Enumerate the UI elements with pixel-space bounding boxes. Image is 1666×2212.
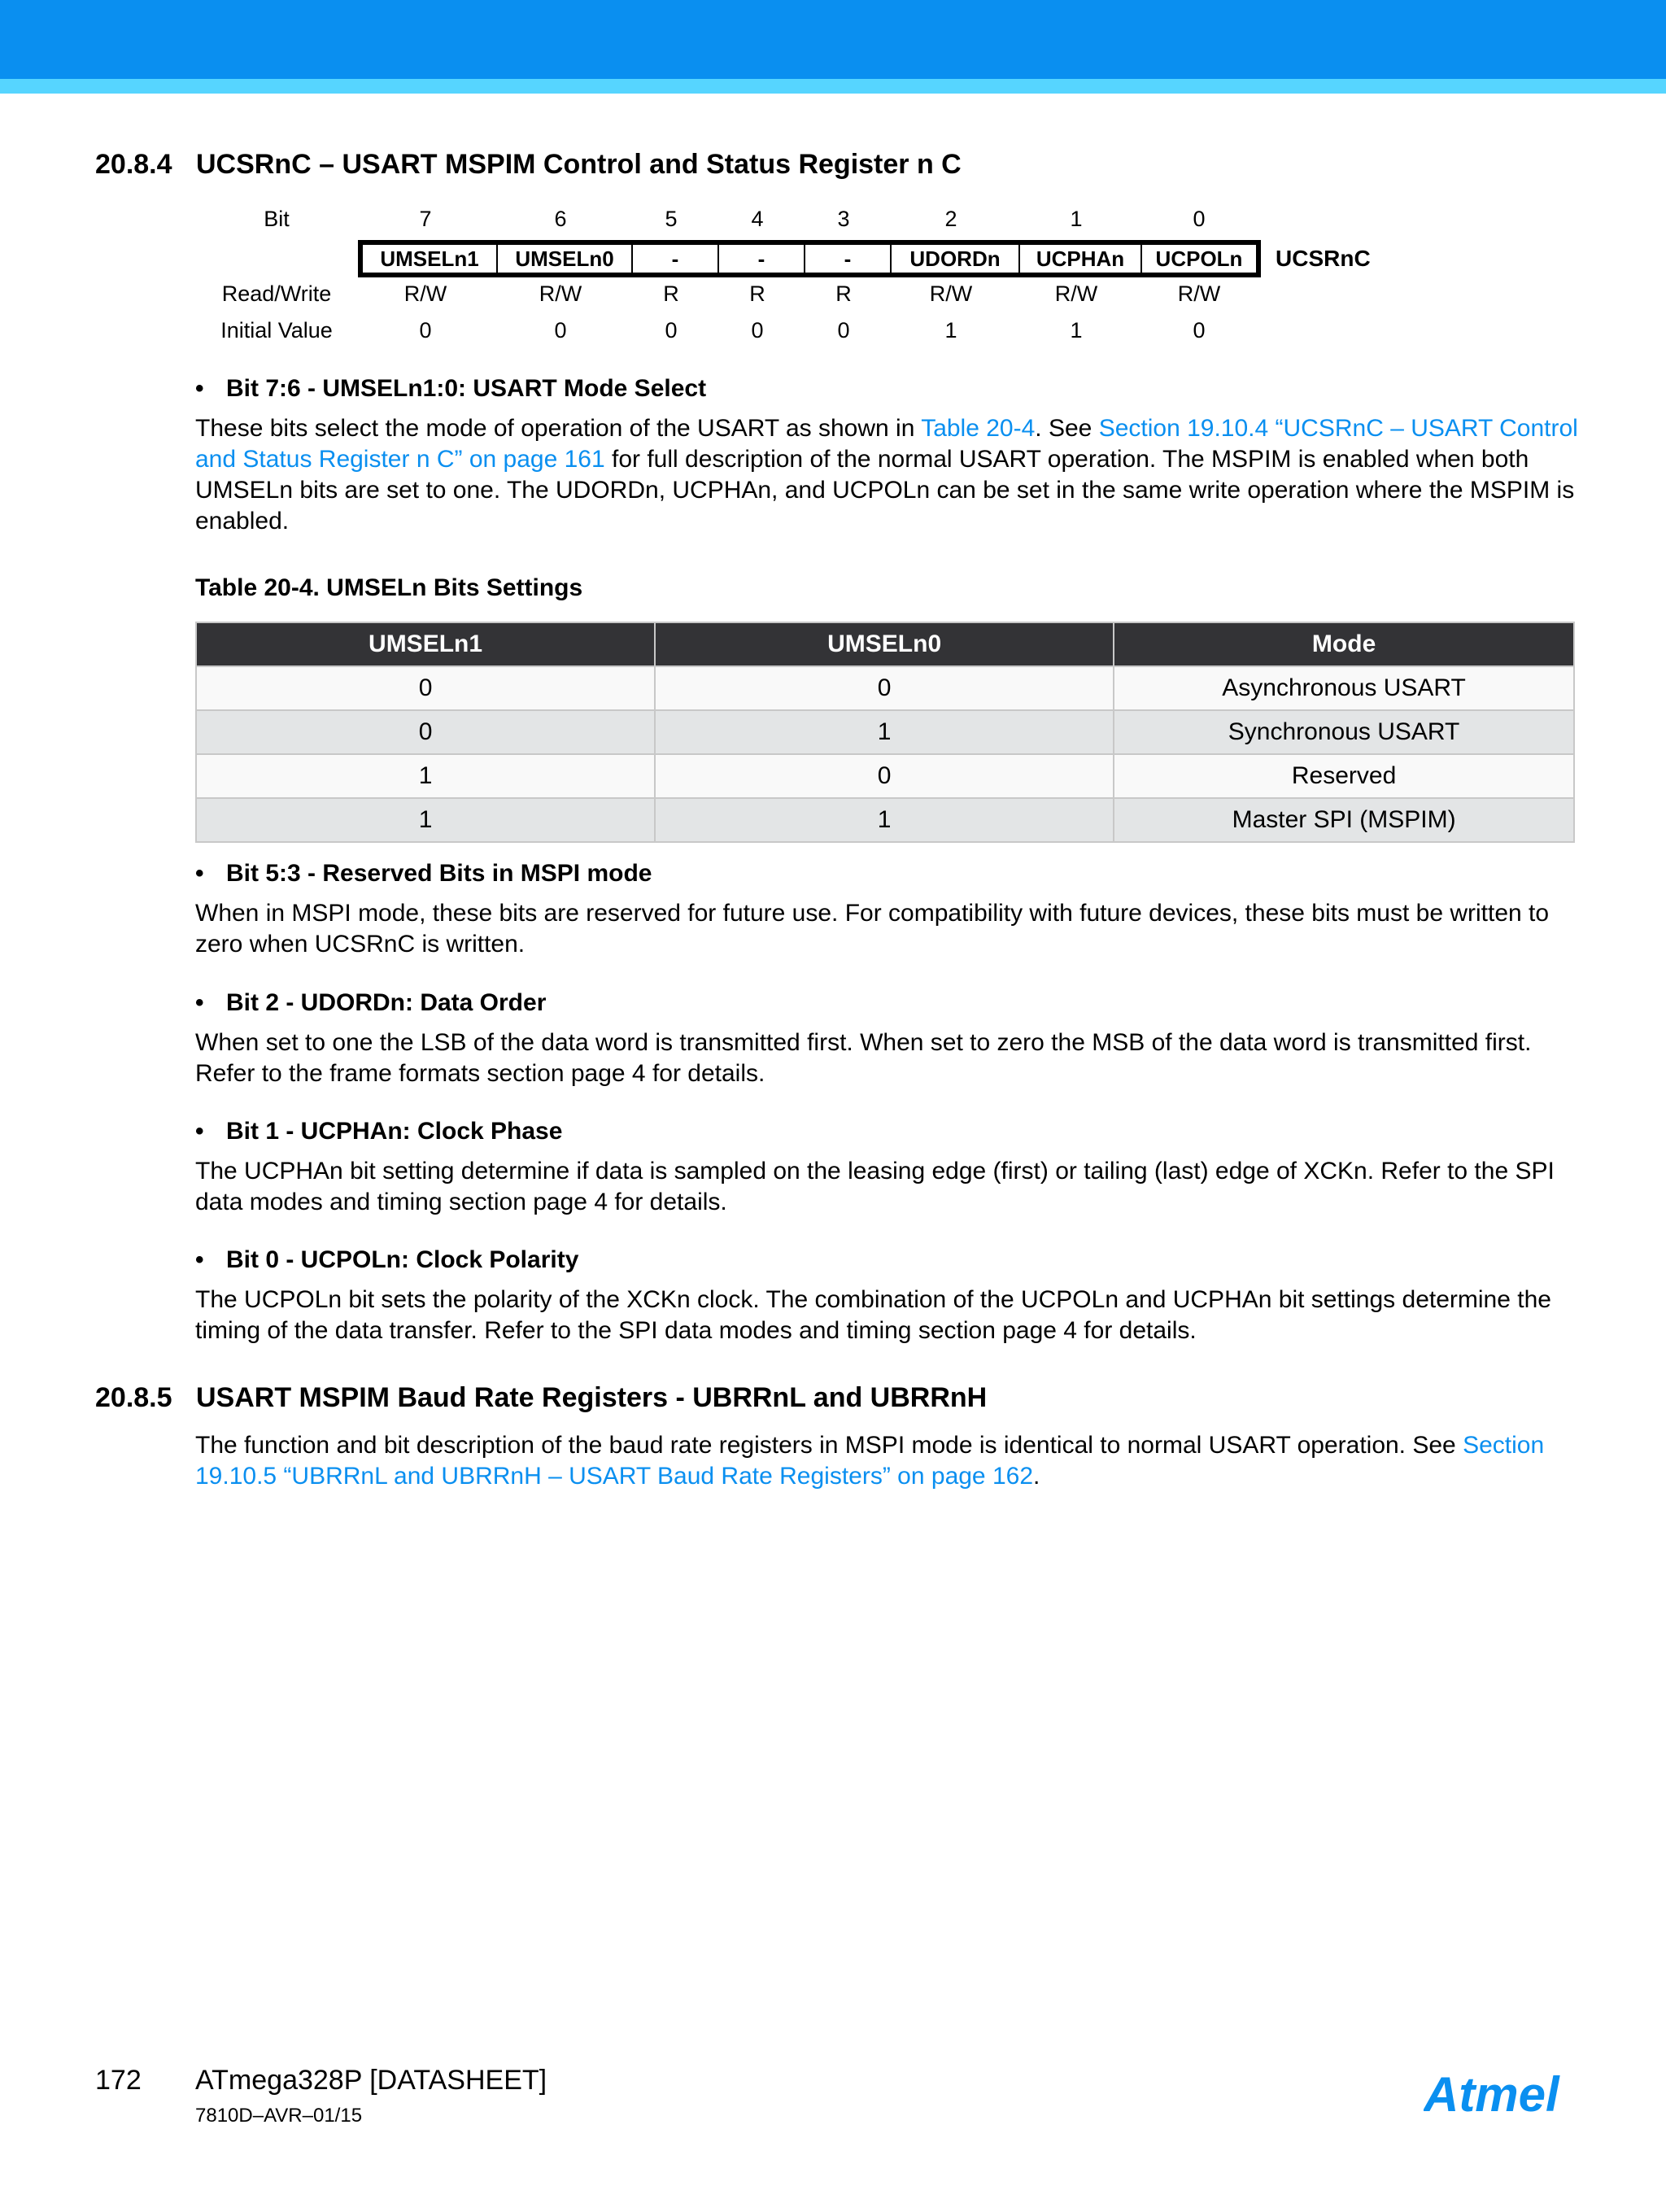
bit-number: 2 (944, 207, 957, 231)
header-stripe (0, 79, 1666, 94)
table-header-row (196, 622, 1574, 666)
paragraph (195, 413, 1578, 537)
read-write-row (0, 281, 1424, 314)
bullet-heading: • Bit 0 - UCPOLn: Clock Polarity (195, 1246, 579, 1273)
table-row (196, 710, 1574, 754)
text-run: for full description of the normal USART operation. The MSPIM is enabled when both UMSELn bits are set to one. The UDORDn, UCPHAn, and UCPOLn can be set in the same write operation where the MSPIM is enabled. (195, 446, 1575, 534)
bullet-heading-text: Bit 0 - UCPOLn: Clock Polarity (226, 1246, 579, 1273)
section-number: 20.8.5 (95, 1382, 172, 1413)
paragraph: When in MSPI mode, these bits are reserved for future use. For compatibility with future devices, these bits must be written to zero when UCSRnC is written. (195, 900, 1550, 958)
text-run: These bits select the mode of operation of the USART as shown in (195, 415, 922, 442)
bullet-heading: • Bit 2 - UDORDn: Data Order (195, 989, 547, 1016)
logo-text: Atmel (1424, 2067, 1559, 2122)
bit-number: 4 (751, 207, 764, 231)
rw-value: R/W (929, 281, 973, 306)
register-name: UCSRnC (1276, 246, 1371, 271)
initial-value: 0 (751, 318, 764, 342)
header-bar (0, 0, 1666, 79)
initial-value: 0 (554, 318, 567, 342)
page-number: 172 (95, 2065, 142, 2096)
bit-label: Bit (264, 207, 290, 231)
rw-value: R (749, 281, 765, 306)
bit-number: 7 (419, 207, 432, 231)
paragraph: The UCPOLn bit sets the polarity of the XCKn clock. The combination of the UCPOLn and UCPHAn bit settings determine the timing of the data transfer. Refer to the SPI data modes and timing section page 4 for details. (195, 1286, 1551, 1344)
rw-value: R (663, 281, 679, 306)
initial-value-row (0, 318, 1424, 351)
initial-value-label: Initial Value (220, 318, 333, 342)
section-title: USART MSPIM Baud Rate Registers - UBRRnL and UBRRnH (196, 1382, 988, 1413)
initial-value: 0 (837, 318, 850, 342)
text-run: The function and bit description of the baud rate registers in MSPI mode is identical to normal USART operation. See (195, 1432, 1463, 1459)
bit-name: UMSELn1 (363, 245, 498, 273)
text-run: . (1033, 1463, 1040, 1490)
initial-value: 0 (665, 318, 678, 342)
bit-name: UMSELn0 (498, 245, 633, 273)
table-caption: Table 20-4. UMSELn Bits Settings (195, 574, 583, 601)
initial-value: 0 (419, 318, 432, 342)
umsel-table (195, 622, 1575, 843)
table-row (196, 754, 1574, 798)
table-cell: 0 (655, 666, 1114, 710)
bit-number: 3 (837, 207, 850, 231)
table-cell: Master SPI (MSPIM) (1114, 798, 1574, 842)
atmel-logo (1424, 2066, 1570, 2123)
bit-name: - (719, 245, 805, 273)
section-number: 20.8.4 (95, 149, 172, 180)
bit-name: UCPHAn (1020, 245, 1142, 273)
bullet-heading-text: Bit 5:3 - Reserved Bits in MSPI mode (226, 860, 652, 887)
bullet-heading-text: Bit 1 - UCPHAn: Clock Phase (226, 1118, 563, 1145)
rw-value: R/W (539, 281, 582, 306)
table-row (196, 666, 1574, 710)
initial-value: 1 (944, 318, 957, 342)
table-cell: 1 (196, 798, 655, 842)
initial-value: 1 (1070, 318, 1083, 342)
bit-name: UCPOLn (1155, 246, 1243, 271)
register-diagram (0, 203, 1424, 358)
bit-name: UDORDn (892, 245, 1020, 273)
bit-number-row (0, 207, 1424, 239)
paragraph (195, 1430, 1578, 1492)
table-cell: 0 (196, 710, 655, 754)
table-cell: 0 (196, 666, 655, 710)
paragraph: The UCPHAn bit setting determine if data is sampled on the leasing edge (first) or tailing (last) edge of XCKn. Refer to the SPI data modes and timing section page 4 for details. (195, 1158, 1555, 1215)
document-title: ATmega328P [DATASHEET] (195, 2065, 547, 2096)
table-link[interactable]: Table 20-4 (921, 415, 1036, 442)
column-header: UMSELn0 (655, 622, 1114, 666)
bullet-heading: • Bit 1 - UCPHAn: Clock Phase (195, 1118, 563, 1145)
rw-value: R/W (403, 281, 447, 306)
table-cell: 1 (655, 710, 1114, 754)
table-cell: Synchronous USART (1114, 710, 1574, 754)
bit-number: 6 (554, 207, 567, 231)
section-heading (95, 1382, 987, 1414)
table-cell: Reserved (1114, 754, 1574, 798)
rw-value: R (835, 281, 852, 306)
read-write-label: Read/Write (221, 281, 332, 306)
section-link[interactable]: Section 19.10.4 “UCSRnC – USART Control and Status Register n C” on page 161 (195, 415, 1578, 473)
bullet-heading-text: Bit 7:6 - UMSELn1:0: USART Mode Select (226, 375, 707, 402)
rw-value: R/W (1177, 281, 1221, 306)
table-row (196, 798, 1574, 842)
initial-value: 0 (1193, 318, 1206, 342)
section-title: UCSRnC – USART MSPIM Control and Status Register n C (196, 149, 962, 180)
column-header: Mode (1114, 622, 1574, 666)
section-link[interactable]: Section 19.10.5 “UBRRnL and UBRRnH – USART Baud Rate Registers” on page 162 (195, 1432, 1545, 1490)
column-header: UMSELn1 (196, 622, 655, 666)
paragraph: When set to one the LSB of the data word is transmitted first. When set to zero the MSB of the data word is transmitted first. Refer to the frame formats section page 4 for details. (195, 1029, 1532, 1087)
document-id: 7810D–AVR–01/15 (195, 2105, 363, 2127)
bit-number: 1 (1070, 207, 1083, 231)
section-heading (95, 149, 962, 181)
bullet-heading-text: Bit 2 - UDORDn: Data Order (226, 989, 547, 1016)
bullet-heading: • Bit 7:6 - UMSELn1:0: USART Mode Select (195, 375, 707, 402)
rw-value: R/W (1054, 281, 1098, 306)
bit-number: 0 (1193, 207, 1206, 231)
bullet-heading: • Bit 5:3 - Reserved Bits in MSPI mode (195, 860, 652, 887)
table-cell: 0 (655, 754, 1114, 798)
table-cell: 1 (196, 754, 655, 798)
bit-number: 5 (665, 207, 678, 231)
table-cell: Asynchronous USART (1114, 666, 1574, 710)
bit-name: - (633, 245, 719, 273)
text-run: . See (1035, 415, 1099, 442)
table-cell: 1 (655, 798, 1114, 842)
register-bit-box (358, 240, 1261, 277)
bit-name: - (805, 245, 892, 273)
